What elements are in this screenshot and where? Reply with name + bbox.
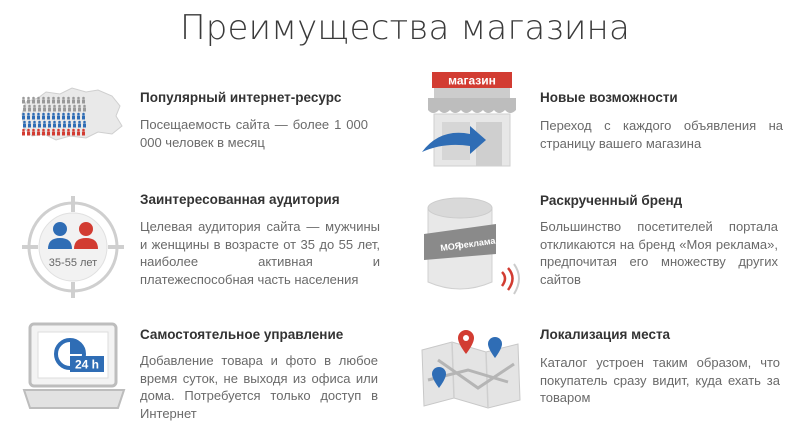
target-audience-icon: [20, 194, 126, 300]
laptop-clock-icon: [22, 318, 126, 414]
person-figure: [43, 124, 46, 128]
person-figure: [62, 132, 65, 136]
person-figure: [78, 121, 81, 124]
feature-title: Раскрученный бренд: [540, 193, 683, 208]
person-figure: [77, 129, 80, 132]
person-figure: [38, 124, 41, 128]
person-figure: [47, 129, 50, 132]
person-figure: [28, 108, 31, 112]
person-figure: [43, 108, 46, 112]
brand-label-1: МОЯ: [439, 240, 462, 254]
person-figure: [67, 97, 70, 100]
person-figure: [72, 100, 75, 104]
person-figure: [63, 105, 66, 108]
person-figure: [43, 105, 46, 108]
person-figure: [42, 113, 45, 116]
person-figure: [73, 105, 76, 108]
person-figure: [57, 116, 60, 120]
person-figure: [68, 108, 71, 112]
person-figure: [68, 121, 71, 124]
person-figure: [83, 121, 86, 124]
person-figure: [28, 105, 31, 108]
person-figure: [37, 97, 40, 100]
person-figure: [27, 132, 30, 136]
feature-title: Самостоятельное управление: [140, 327, 344, 342]
person-figure: [77, 100, 80, 104]
person-figure: [52, 113, 55, 116]
person-figure: [33, 124, 36, 128]
person-figure: [22, 129, 25, 132]
person-figure: [27, 129, 30, 132]
person-figure: [27, 100, 30, 104]
person-figure: [23, 105, 26, 108]
person-figure: [57, 129, 60, 132]
person-figure: [83, 124, 86, 128]
person-figure: [77, 97, 80, 100]
person-figure: [67, 132, 70, 136]
person-figure: [28, 121, 31, 124]
feature-description: Добавление товара и фото в любое время суток, не выходя из офиса или дома. Потребуется только доступ в Интернет: [140, 353, 378, 421]
person-figure: [37, 129, 40, 132]
store-sign-label: магазин: [448, 73, 496, 88]
person-figure: [53, 105, 56, 108]
clock-label: 24 h: [74, 357, 100, 372]
person-figure: [22, 113, 25, 116]
person-figure: [42, 97, 45, 100]
person-figure: [62, 97, 65, 100]
person-figure: [52, 116, 55, 120]
person-figure: [47, 116, 50, 120]
person-figure: [67, 100, 70, 104]
person-figure: [67, 113, 70, 116]
person-figure: [32, 129, 35, 132]
person-figure: [38, 105, 41, 108]
feature-title: Новые возможности: [540, 90, 678, 105]
person-figure: [73, 124, 76, 128]
storefront-arrow-icon: [418, 68, 524, 172]
person-figure: [83, 108, 86, 112]
person-figure: [42, 100, 45, 104]
person-figure: [72, 129, 75, 132]
person-figure: [32, 132, 35, 136]
person-figure: [22, 97, 25, 100]
person-figure: [38, 108, 41, 112]
person-figure: [48, 121, 51, 124]
person-figure: [37, 100, 40, 104]
person-figure: [22, 116, 25, 120]
person-figure: [73, 108, 76, 112]
person-figure: [47, 100, 50, 104]
person-figure: [37, 116, 40, 120]
person-figure: [82, 97, 85, 100]
person-figure: [42, 129, 45, 132]
person-figure: [58, 108, 61, 112]
person-figure: [28, 124, 31, 128]
person-figure: [48, 105, 51, 108]
person-figure: [47, 113, 50, 116]
person-figure: [37, 132, 40, 136]
person-figure: [38, 121, 41, 124]
person-figure: [58, 105, 61, 108]
person-figure: [68, 124, 71, 128]
person-figure: [62, 129, 65, 132]
russia-map-people-icon: [16, 84, 128, 144]
person-figure: [52, 97, 55, 100]
person-figure: [23, 124, 26, 128]
map-pins-icon: [418, 330, 524, 414]
page-title: Преимущества магазина: [179, 8, 631, 48]
person-figure: [22, 100, 25, 104]
person-figure: [33, 108, 36, 112]
person-figure: [52, 100, 55, 104]
person-figure: [72, 113, 75, 116]
brand-speaker-icon: [416, 194, 522, 298]
person-figure: [37, 113, 40, 116]
person-figure: [78, 108, 81, 112]
person-figure: [83, 105, 86, 108]
person-figure: [58, 124, 61, 128]
feature-description: Большинство посетителей портала откликаются на бренд «Моя реклама», предпочитая его множеству других сайтов: [540, 219, 778, 287]
person-figure: [72, 132, 75, 136]
person-figure: [22, 132, 25, 136]
person-figure: [33, 121, 36, 124]
person-figure: [78, 124, 81, 128]
person-figure: [57, 97, 60, 100]
person-figure: [53, 121, 56, 124]
person-figure: [82, 116, 85, 120]
brand-label-2: реклама: [457, 235, 496, 251]
person-figure: [67, 116, 70, 120]
person-figure: [73, 121, 76, 124]
person-figure: [82, 132, 85, 136]
person-figure: [33, 105, 36, 108]
person-figure: [82, 100, 85, 104]
person-figure: [67, 129, 70, 132]
person-figure: [53, 108, 56, 112]
person-figure: [23, 121, 26, 124]
person-figure: [78, 105, 81, 108]
person-figure: [32, 100, 35, 104]
feature-title: Заинтересованная аудитория: [140, 192, 340, 207]
person-figure: [32, 97, 35, 100]
person-figure: [52, 132, 55, 136]
age-range-label: 35-55 лет: [48, 257, 98, 269]
person-figure: [68, 105, 71, 108]
person-figure: [47, 132, 50, 136]
person-figure: [48, 108, 51, 112]
person-figure: [42, 116, 45, 120]
person-figure: [52, 129, 55, 132]
person-figure: [63, 121, 66, 124]
feature-title: Популярный интернет-ресурс: [140, 90, 342, 105]
person-figure: [72, 97, 75, 100]
feature-title: Локализация места: [540, 327, 671, 342]
person-figure: [53, 124, 56, 128]
person-figure: [32, 113, 35, 116]
person-figure: [27, 116, 30, 120]
person-figure: [58, 121, 61, 124]
person-figure: [77, 113, 80, 116]
person-figure: [62, 116, 65, 120]
person-figure: [63, 124, 66, 128]
person-figure: [42, 132, 45, 136]
person-figure: [32, 116, 35, 120]
person-figure: [48, 124, 51, 128]
person-figure: [82, 129, 85, 132]
feature-description: Посещаемость сайта — более 1 000 000 человек в месяц: [140, 117, 368, 150]
person-figure: [27, 97, 30, 100]
person-figure: [77, 116, 80, 120]
person-figure: [23, 108, 26, 112]
person-figure: [57, 100, 60, 104]
feature-description: Целевая аудитория сайта — мужчины и женщины в возрасте от 35 до 55 лет, наиболее активная и платежеспособная часть населения: [140, 219, 380, 287]
feature-description: Переход с каждого объявления на страницу вашего магазина: [540, 118, 783, 151]
person-figure: [57, 132, 60, 136]
person-figure: [47, 97, 50, 100]
person-figure: [72, 116, 75, 120]
person-figure: [62, 100, 65, 104]
person-figure: [43, 121, 46, 124]
feature-description: Каталог устроен таким образом, что покупатель сразу видит, куда ехать за товаром: [540, 355, 780, 405]
person-figure: [57, 113, 60, 116]
person-figure: [63, 108, 66, 112]
person-figure: [82, 113, 85, 116]
person-figure: [77, 132, 80, 136]
person-figure: [62, 113, 65, 116]
person-figure: [27, 113, 30, 116]
